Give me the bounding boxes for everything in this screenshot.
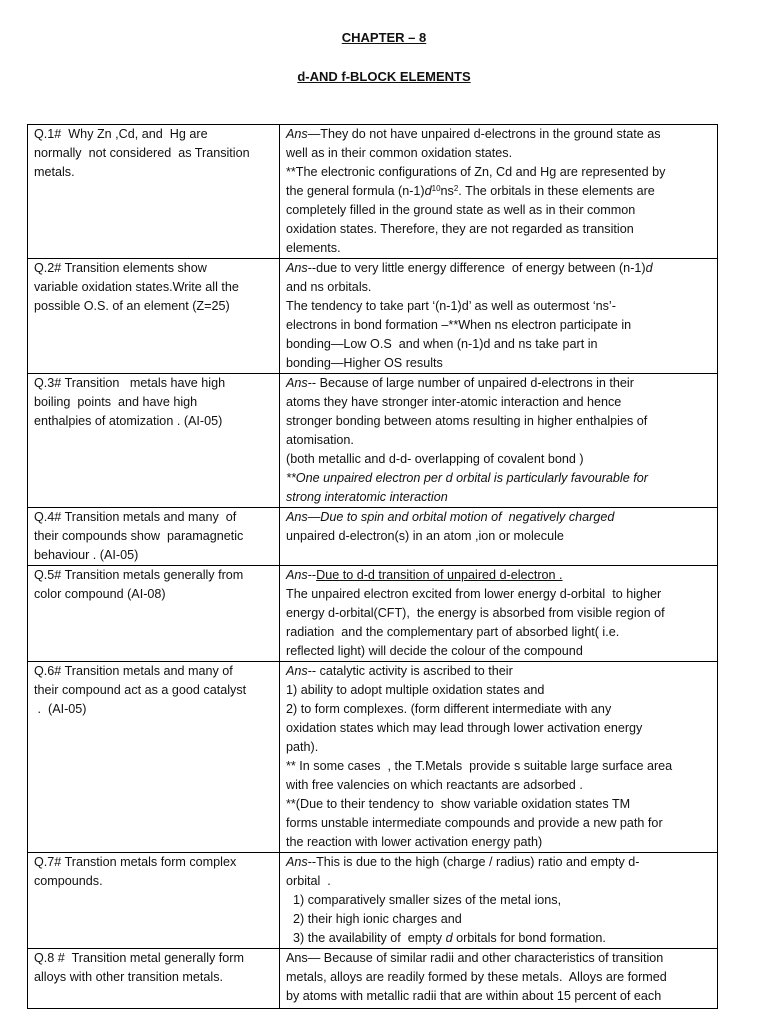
answer-text: -- bbox=[307, 568, 317, 582]
answer-line: 2) their high ionic charges and bbox=[286, 912, 462, 926]
question-line: alloys with other transition metals. bbox=[34, 970, 223, 984]
answer-line bbox=[286, 853, 713, 872]
question-cell bbox=[28, 662, 280, 853]
config-sup-2: 2 bbox=[453, 184, 459, 193]
answer-line: reflected light) will decide the colour of the compound bbox=[286, 644, 583, 658]
answer-cell bbox=[280, 259, 718, 374]
answer-text: Due to d-d transition of unpaired d-electron . bbox=[316, 568, 563, 582]
answer-line: radiation and the complementary part of absorbed light( i.e. bbox=[286, 625, 620, 639]
answer-text: —They do not have unpaired d-electrons in the ground state as bbox=[307, 127, 661, 141]
question-cell bbox=[28, 125, 280, 259]
question-line: variable oxidation states.Write all the bbox=[34, 280, 239, 294]
answer-line bbox=[286, 125, 713, 144]
answer-line: oxidation states which may lead through lower activation energy bbox=[286, 721, 643, 735]
table-row bbox=[28, 662, 718, 853]
answer-line: strong interatomic interaction bbox=[286, 490, 448, 504]
question-line: Q.8 # Transition metal generally form bbox=[34, 951, 244, 965]
answer-cell bbox=[280, 853, 718, 949]
answer-line: oxidation states. Therefore, they are not regarded as transition bbox=[286, 222, 634, 236]
answer-line: Ans— Because of similar radii and other characteristics of transition bbox=[286, 951, 664, 965]
answer-cell bbox=[280, 125, 718, 259]
config-ns: ns bbox=[440, 184, 454, 198]
question-line: Q.5# Transition metals generally from bbox=[34, 568, 244, 582]
answer-line bbox=[286, 374, 713, 393]
question-line: color compound (AI-08) bbox=[34, 587, 166, 601]
config-d: d bbox=[424, 184, 432, 198]
answer-line bbox=[286, 662, 713, 681]
question-line: metals. bbox=[34, 165, 75, 179]
question-line: Q.4# Transition metals and many of bbox=[34, 510, 237, 524]
italic-d: d bbox=[645, 261, 653, 275]
answer-line bbox=[286, 259, 713, 278]
table-row bbox=[28, 949, 718, 1009]
question-cell bbox=[28, 853, 280, 949]
qa-table bbox=[27, 124, 718, 1009]
answer-line bbox=[286, 566, 713, 585]
answer-line: unpaired d-electron(s) in an atom ,ion or molecule bbox=[286, 529, 564, 543]
answer-line: electrons in bond formation –**When ns electron participate in bbox=[286, 318, 632, 332]
answer-line: elements. bbox=[286, 241, 341, 255]
answer-line: with free valencies on which reactants are adsorbed . bbox=[286, 778, 583, 792]
table-row bbox=[28, 853, 718, 949]
answer-label: Ans bbox=[286, 664, 308, 678]
answer-line: and ns orbitals. bbox=[286, 280, 372, 294]
answer-cell bbox=[280, 949, 718, 1009]
answer-label: Ans bbox=[286, 127, 308, 141]
question-line: normally not considered as Transition bbox=[34, 146, 250, 160]
question-line: Q.1# Why Zn ,Cd, and Hg are bbox=[34, 127, 208, 141]
answer-text: —Due to spin and orbital motion of negatively charged bbox=[307, 510, 615, 524]
answer-line: path). bbox=[286, 740, 319, 754]
answer-cell bbox=[280, 566, 718, 662]
answer-line: well as in their common oxidation states. bbox=[286, 146, 513, 160]
answer-line: the reaction with lower activation energy path) bbox=[286, 835, 543, 849]
answer-line bbox=[286, 508, 713, 527]
question-cell bbox=[28, 566, 280, 662]
answer-text: -- catalytic activity is ascribed to their bbox=[307, 664, 513, 678]
question-cell bbox=[28, 374, 280, 508]
table-row bbox=[28, 508, 718, 566]
answer-line: The tendency to take part ‘(n-1)d’ as well as outermost ‘ns’- bbox=[286, 299, 616, 313]
answer-line bbox=[286, 929, 713, 948]
answer-line: atoms they have stronger inter-atomic interaction and hence bbox=[286, 395, 622, 409]
answer-label: Ans bbox=[286, 568, 308, 582]
answer-line: 1) comparatively smaller sizes of the metal ions, bbox=[286, 893, 562, 907]
answer-text: -- Because of large number of unpaired d-electrons in their bbox=[307, 376, 634, 390]
question-line: compounds. bbox=[34, 874, 103, 888]
answer-text: the general formula (n-1) bbox=[286, 184, 425, 198]
table-row bbox=[28, 566, 718, 662]
answer-text: --This is due to the high (charge / radius) ratio and empty d- bbox=[307, 855, 640, 869]
answer-cell bbox=[280, 508, 718, 566]
answer-text: --due to very little energy difference of energy between (n-1) bbox=[307, 261, 646, 275]
answer-line bbox=[286, 182, 713, 201]
question-line: possible O.S. of an element (Z=25) bbox=[34, 299, 230, 313]
answer-label: Ans bbox=[286, 376, 308, 390]
question-line: enthalpies of atomization . (AI-05) bbox=[34, 414, 223, 428]
question-line: Q.3# Transition metals have high bbox=[34, 376, 226, 390]
config-sup-10: 10 bbox=[431, 184, 441, 193]
question-cell bbox=[28, 259, 280, 374]
question-line: Q.7# Transtion metals form complex bbox=[34, 855, 237, 869]
answer-line: **The electronic configurations of Zn, Cd and Hg are represented by bbox=[286, 165, 666, 179]
question-line: boiling points and have high bbox=[34, 395, 198, 409]
table-row bbox=[28, 125, 718, 259]
answer-line: bonding—Low O.S and when (n-1)d and ns take part in bbox=[286, 337, 598, 351]
answer-line: energy d-orbital(CFT), the energy is absorbed from visible region of bbox=[286, 606, 665, 620]
answer-label: Ans bbox=[286, 855, 308, 869]
answer-line: 1) ability to adopt multiple oxidation states and bbox=[286, 683, 545, 697]
answer-line: metals, alloys are readily formed by these metals. Alloys are formed bbox=[286, 970, 667, 984]
question-line: . (AI-05) bbox=[34, 702, 87, 716]
chapter-title: d-AND f-BLOCK ELEMENTS bbox=[297, 69, 471, 84]
answer-line: ** In some cases , the T.Metals provide s suitable large surface area bbox=[286, 759, 673, 773]
answer-line: atomisation. bbox=[286, 433, 354, 447]
answer-line: stronger bonding between atoms resulting in higher enthalpies of bbox=[286, 414, 648, 428]
answer-line: **(Due to their tendency to show variable oxidation states TM bbox=[286, 797, 631, 811]
italic-d: d bbox=[445, 931, 453, 945]
answer-label: Ans bbox=[286, 510, 308, 524]
answer-line: The unpaired electron excited from lower energy d-orbital to higher bbox=[286, 587, 662, 601]
table-row bbox=[28, 374, 718, 508]
answer-line: forms unstable intermediate compounds and provide a new path for bbox=[286, 816, 663, 830]
answer-line: completely filled in the ground state as well as in their common bbox=[286, 203, 636, 217]
question-line: their compound act as a good catalyst bbox=[34, 683, 247, 697]
answer-label: Ans bbox=[286, 261, 308, 275]
question-line: behaviour . (AI-05) bbox=[34, 548, 139, 562]
question-cell bbox=[28, 949, 280, 1009]
chapter-heading: CHAPTER – 8 bbox=[341, 30, 427, 45]
answer-cell bbox=[280, 374, 718, 508]
answer-cell bbox=[280, 662, 718, 853]
answer-line: bonding—Higher OS results bbox=[286, 356, 443, 370]
answer-text: 3) the availability of empty bbox=[286, 931, 446, 945]
question-cell bbox=[28, 508, 280, 566]
answer-text: . The orbitals in these elements are bbox=[458, 184, 655, 198]
answer-line: orbital . bbox=[286, 874, 331, 888]
table-row bbox=[28, 259, 718, 374]
question-line: Q.6# Transition metals and many of bbox=[34, 664, 233, 678]
question-line: their compounds show paramagnetic bbox=[34, 529, 244, 543]
answer-line: 2) to form complexes. (form different intermediate with any bbox=[286, 702, 612, 716]
answer-line: by atoms with metallic radii that are within about 15 percent of each bbox=[286, 989, 662, 1003]
question-line: Q.2# Transition elements show bbox=[34, 261, 207, 275]
answer-line: **One unpaired electron per d orbital is particularly favourable for bbox=[286, 471, 648, 485]
answer-text: orbitals for bond formation. bbox=[452, 931, 606, 945]
answer-line: (both metallic and d-d- overlapping of covalent bond ) bbox=[286, 452, 584, 466]
